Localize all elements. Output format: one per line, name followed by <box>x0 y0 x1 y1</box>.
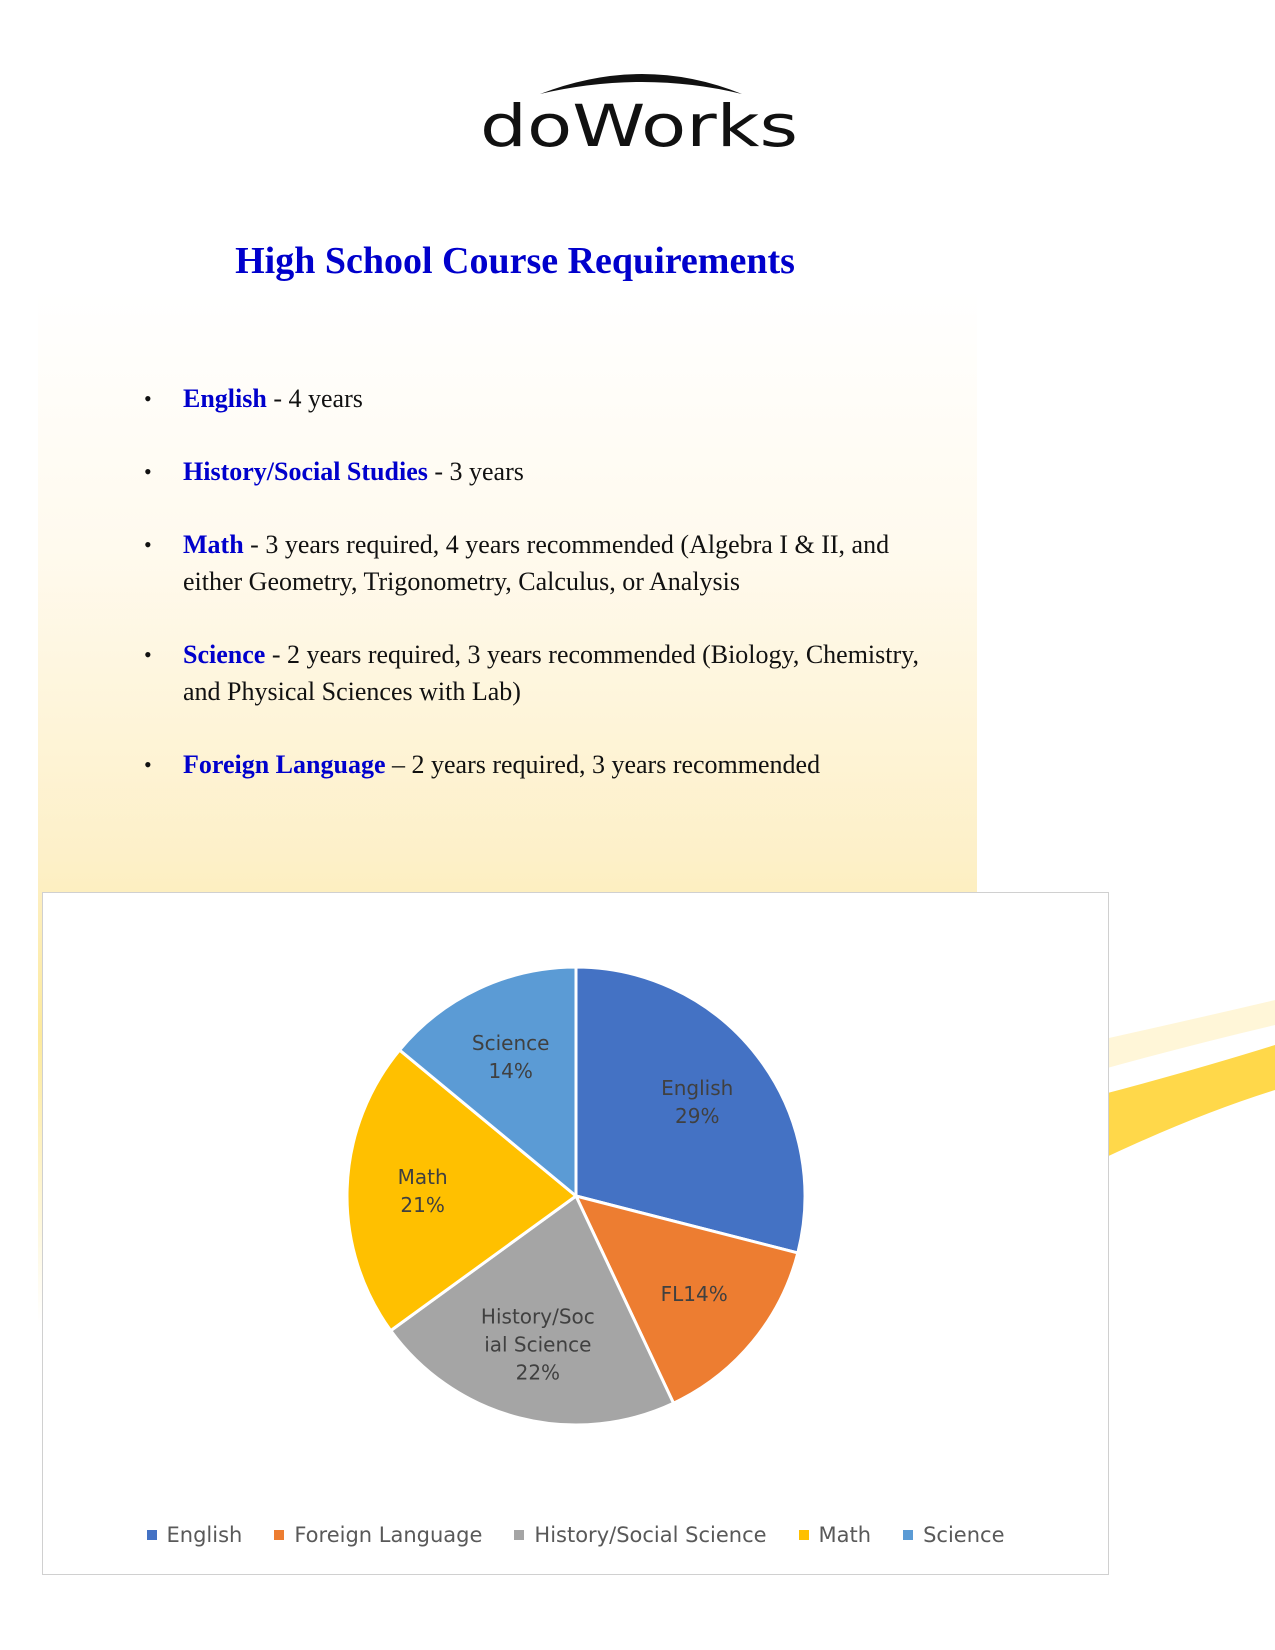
bullet-icon: • <box>144 532 152 557</box>
legend-swatch <box>274 1530 284 1540</box>
legend-swatch <box>147 1530 157 1540</box>
pie-chart-svg <box>43 893 1110 1576</box>
requirement-subject: History/Social Studies <box>183 457 428 486</box>
chart-legend <box>43 1523 1108 1547</box>
requirement-detail: - 2 years required, 3 years recommended (Biology, Chemistry, and Physical Sciences with Lab) <box>183 640 919 706</box>
logo-arc <box>540 74 742 94</box>
slice-label-math: Math 21% <box>397 1165 448 1218</box>
requirement-item-foreign-language <box>140 746 940 783</box>
legend-swatch <box>799 1530 809 1540</box>
requirement-item-math <box>140 526 940 600</box>
legend-label: History/Social Science <box>534 1523 767 1547</box>
legend-entry-science <box>903 1523 1004 1547</box>
bullet-icon: • <box>144 459 152 484</box>
requirement-subject: English <box>183 384 267 413</box>
requirements-list <box>140 380 940 819</box>
page-title: High School Course Requirements <box>235 240 795 282</box>
requirement-subject: Science <box>183 640 266 669</box>
legend-swatch <box>903 1530 913 1540</box>
legend-entry-foreign-language <box>274 1523 482 1547</box>
requirement-subject: Foreign Language <box>183 750 386 779</box>
requirement-detail: - 4 years <box>266 384 363 413</box>
doworks-logo <box>480 62 820 162</box>
slice-label-english: English 29% <box>661 1075 734 1128</box>
decorative-swoosh <box>1100 1000 1275 1180</box>
legend-label: Math <box>818 1523 872 1547</box>
bullet-icon: • <box>144 642 152 667</box>
slice-label-history-social-science: History/Soc ial Science 22% <box>480 1304 595 1385</box>
bullet-icon: • <box>144 386 152 411</box>
bullet-icon: • <box>144 752 152 777</box>
legend-label: English <box>166 1523 243 1547</box>
logo-wordmark: doWorks <box>480 92 798 160</box>
requirement-detail: - 3 years required, 4 years recommended (Algebra I & II, and either Geometry, Trigonometry, Calculus, or Analysis <box>183 530 890 596</box>
legend-swatch <box>514 1530 524 1540</box>
requirement-item-history <box>140 453 940 490</box>
slice-label-foreign-language: FL14% <box>660 1281 728 1306</box>
requirement-detail: - 3 years <box>427 457 524 486</box>
slice-label-science: Science 14% <box>471 1031 550 1084</box>
legend-label: Foreign Language <box>294 1523 483 1547</box>
legend-entry-english <box>147 1523 243 1547</box>
requirement-item-english <box>140 380 940 417</box>
legend-entry-history-social-science <box>514 1523 766 1547</box>
pie-chart <box>42 892 1109 1575</box>
requirement-item-science <box>140 636 940 710</box>
legend-entry-math <box>799 1523 872 1547</box>
requirement-subject: Math <box>183 530 244 559</box>
requirement-detail: – 2 years required, 3 years recommended <box>385 750 821 779</box>
legend-label: Science <box>923 1523 1005 1547</box>
